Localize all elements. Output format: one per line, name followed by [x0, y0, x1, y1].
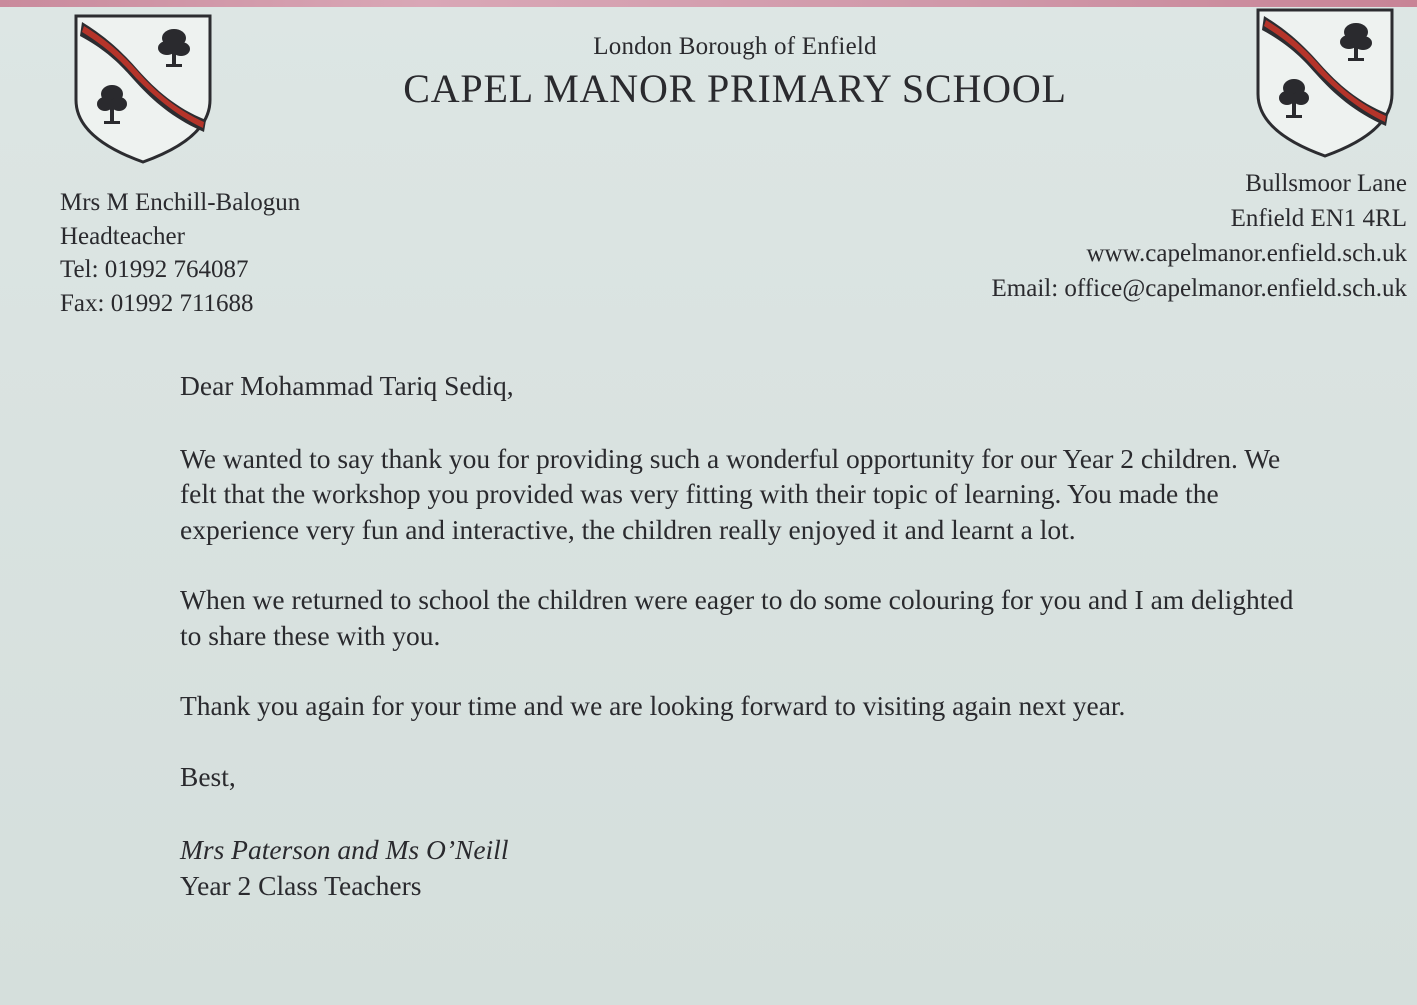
school-name: CAPEL MANOR PRIMARY SCHOOL	[403, 66, 1067, 111]
school-crest-icon	[68, 8, 218, 168]
salutation: Dear Mohammad Tariq Sediq,	[180, 370, 514, 401]
school-address	[992, 166, 1407, 306]
school-crest-icon	[1250, 2, 1400, 162]
signatory-role: Year 2 Class Teachers	[180, 869, 422, 901]
closing: Best,	[180, 760, 236, 792]
paragraph: Thank you again for your time and we are looking forward to visiting again next year.	[180, 690, 1126, 721]
letterhead	[340, 30, 1130, 112]
school-website: www.capelmanor.enfield.sch.uk	[1086, 240, 1407, 267]
address-town: Enfield EN1 4RL	[1230, 205, 1407, 232]
letter-body	[180, 368, 1300, 903]
school-email: Email: office@capelmanor.enfield.sch.uk	[991, 275, 1407, 302]
paragraph: When we returned to school the children were eager to do some colouring for you and I am delighted to share these with you.	[180, 584, 1294, 651]
top-edge-stripe	[0, 0, 1417, 7]
headteacher-name: Mrs M Enchill-Balogun	[60, 189, 301, 216]
fax-number: Fax: 01992 711688	[60, 289, 254, 317]
headteacher-contact	[60, 186, 300, 320]
paragraph: We wanted to say thank you for providing such a wonderful opportunity for our Year 2 children. We felt that the workshop you provided was very fitting with their topic of learning. You made the experience very fun and interactive, the children really enjoyed it and learnt a lot.	[180, 442, 1281, 545]
headteacher-role: Headteacher	[60, 222, 185, 250]
address-street: Bullsmoor Lane	[1245, 170, 1407, 197]
telephone-number: Tel: 01992 764087	[60, 256, 249, 283]
signatories: Mrs Paterson and Ms O’Neill	[180, 834, 509, 865]
borough-name: London Borough of Enfield	[593, 33, 877, 60]
